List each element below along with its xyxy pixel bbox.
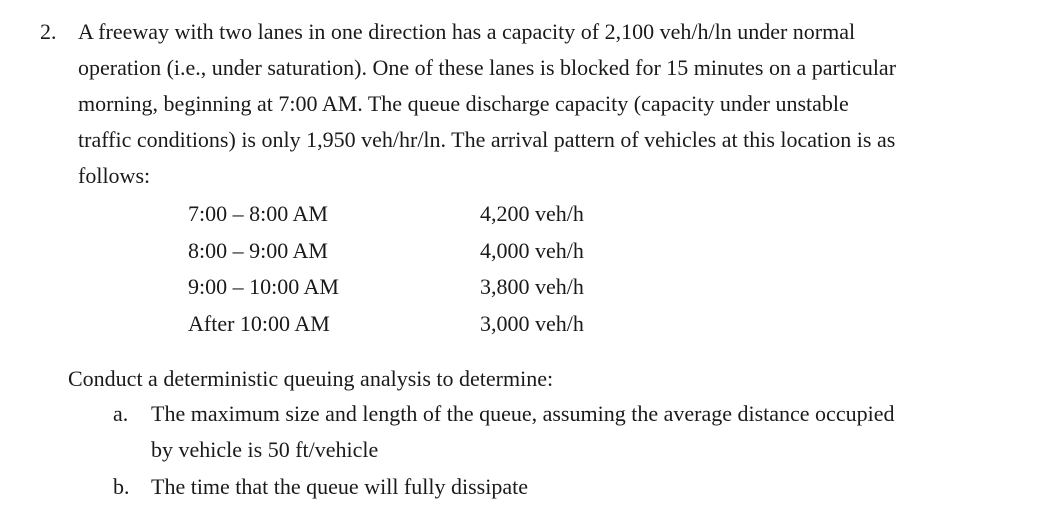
arrival-time-period: After 10:00 AM: [188, 310, 330, 336]
subquestion-label: b.: [113, 474, 130, 499]
arrival-row: [188, 196, 638, 233]
arrival-time-period: 7:00 – 8:00 AM: [188, 201, 328, 226]
subquestion-text: [151, 396, 1011, 468]
arrival-rate: 4,200 veh/h: [480, 201, 584, 226]
subquestion-line: The maximum size and length of the queue, assuming the average distance occupied: [151, 401, 895, 426]
arrival-rate: 3,800 veh/h: [480, 274, 584, 299]
statement-line: A freeway with two lanes in one direction has a capacity of 2,100 veh/h/ln under normal: [78, 19, 856, 44]
subquestion-text: [151, 469, 1011, 505]
arrival-row: [188, 306, 638, 343]
problem-statement: [78, 14, 1013, 194]
analysis-instruction: Conduct a deterministic queuing analysis to determine:: [68, 366, 554, 391]
statement-line: traffic conditions) is only 1,950 veh/hr/ln. The arrival pattern of vehicles at this location is as: [78, 127, 896, 152]
arrival-rate: 4,000 veh/h: [480, 237, 584, 263]
arrival-row: [188, 269, 638, 306]
subquestion-line: The time that the queue will fully dissipate: [151, 474, 528, 499]
arrival-time-period: 8:00 – 9:00 AM: [188, 237, 328, 263]
statement-line: operation (i.e., under saturation). One of these lanes is blocked for 15 minutes on a particular: [78, 55, 897, 80]
statement-line: follows:: [78, 163, 151, 188]
subquestion-line: by vehicle is 50 ft/vehicle: [151, 437, 379, 462]
arrival-row: [188, 233, 638, 270]
problem-number: 2.: [40, 19, 57, 44]
statement-line: morning, beginning at 7:00 AM. The queue discharge capacity (capacity under unstable: [78, 91, 849, 116]
arrival-pattern-table: [188, 196, 638, 342]
subquestion-label: a.: [113, 401, 129, 426]
arrival-time-period: 9:00 – 10:00 AM: [188, 274, 339, 299]
arrival-rate: 3,000 veh/h: [480, 310, 584, 336]
